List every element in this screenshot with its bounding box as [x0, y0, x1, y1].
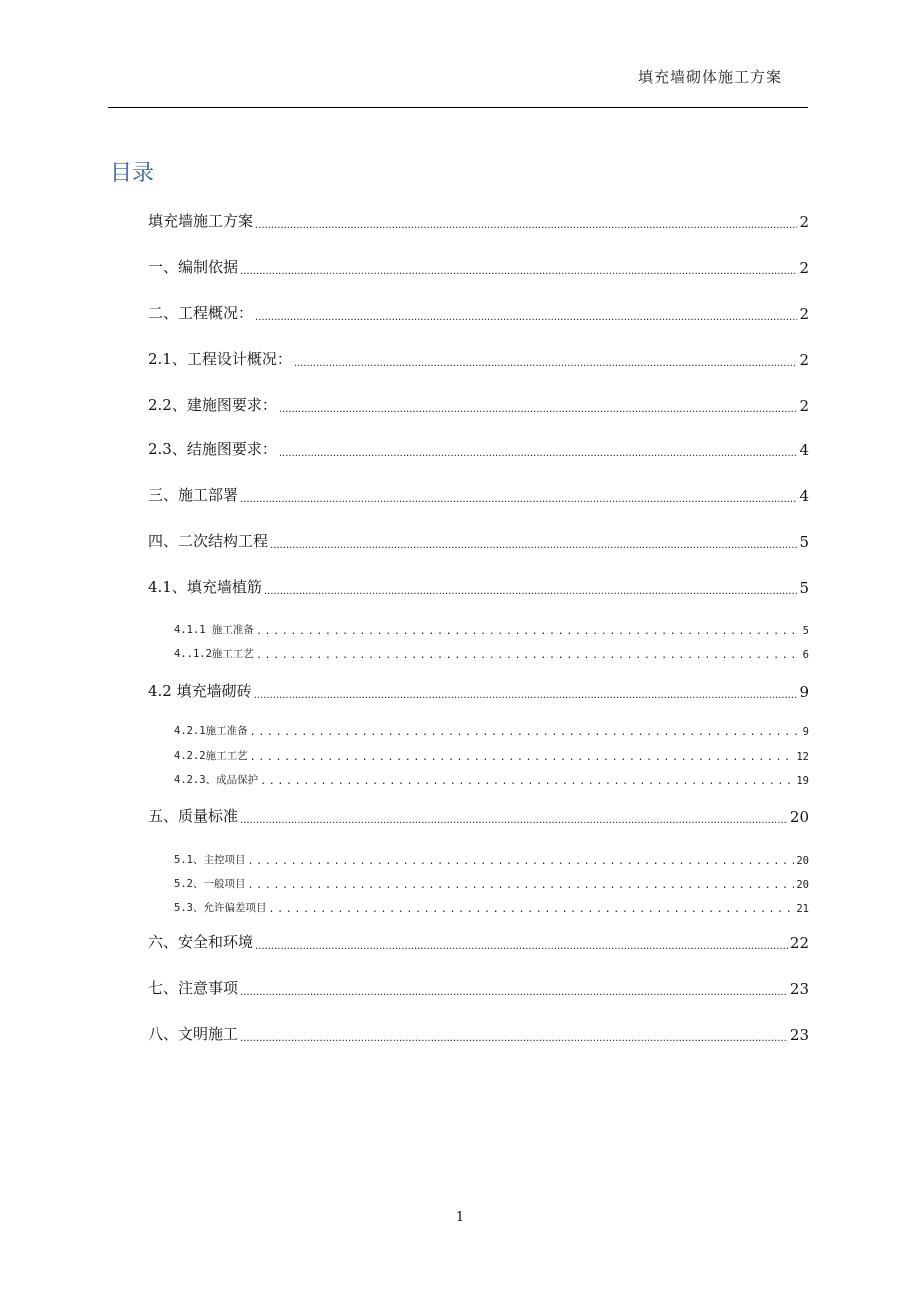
- toc-dot-leader: [255, 313, 797, 323]
- toc-entry[interactable]: [148, 681, 809, 701]
- toc-entry-label: 五、质量标准: [148, 807, 239, 825]
- toc-entry-label: 4.2.2施工工艺: [174, 750, 248, 762]
- toc-entry-page: 5: [802, 625, 809, 637]
- toc-entry[interactable]: [174, 871, 809, 891]
- toc-entry-label: 5.2、一般项目: [174, 878, 246, 890]
- toc-entry-page: 9: [802, 726, 809, 738]
- toc-dot-leader: [250, 728, 801, 738]
- toc-dot-leader: [264, 587, 798, 597]
- toc-entry-label: 三、施工部署: [148, 486, 239, 504]
- toc-dot-leader: [256, 627, 801, 637]
- toc-dot-leader: [240, 267, 797, 277]
- toc-entry[interactable]: [148, 531, 809, 551]
- toc-dot-leader: [255, 221, 797, 231]
- toc-entry[interactable]: [174, 617, 809, 637]
- toc-entry-label: 八、文明施工: [148, 1025, 239, 1043]
- toc-entry[interactable]: [174, 718, 809, 738]
- toc-dot-leader: [270, 541, 797, 551]
- toc-entry[interactable]: [174, 743, 809, 763]
- toc-entry-page: 12: [796, 751, 809, 763]
- toc-entry-page: 4: [799, 487, 809, 505]
- header-rule: [108, 107, 808, 108]
- toc-entry-page: 9: [799, 683, 809, 701]
- toc-entry-label: 四、二次结构工程: [148, 532, 269, 550]
- page-number: 1: [455, 1210, 465, 1225]
- toc-entry-label: 5.3、允许偏差项目: [174, 902, 267, 914]
- toc-entry[interactable]: [174, 895, 809, 915]
- toc-entry-page: 2: [799, 351, 809, 369]
- toc-dot-leader: [240, 495, 797, 505]
- toc-entry-page: 20: [789, 808, 809, 826]
- toc-entry[interactable]: [148, 485, 809, 505]
- toc-entry-label: 4.1、填充墙植筋: [148, 578, 262, 596]
- toc-dot-leader: [279, 449, 798, 459]
- toc-entry-label: 4.2 填充墙砌砖: [148, 682, 252, 700]
- toc-entry-page: 2: [799, 305, 809, 323]
- toc-dot-leader: [255, 942, 788, 952]
- toc-entry[interactable]: [148, 806, 809, 826]
- toc-entry[interactable]: [148, 211, 809, 231]
- toc-entry[interactable]: [174, 767, 809, 787]
- toc-entry[interactable]: [148, 1024, 809, 1044]
- toc-entry-label: 4.2.1施工准备: [174, 725, 248, 737]
- toc-entry[interactable]: [148, 577, 809, 597]
- toc-dot-leader: [268, 905, 794, 915]
- toc-entry-label: 4.1.1 施工准备: [174, 624, 254, 636]
- toc-entry[interactable]: [148, 303, 809, 323]
- toc-entry-label: 5.1、主控项目: [174, 854, 246, 866]
- toc-dot-leader: [254, 691, 798, 701]
- toc-entry-page: 4: [799, 441, 809, 459]
- toc-entry-page: 2: [799, 213, 809, 231]
- toc-entry-page: 20: [796, 855, 809, 867]
- toc-entry-label: 六、安全和环境: [148, 933, 254, 951]
- toc-entry[interactable]: [174, 641, 809, 661]
- toc-entry-page: 23: [789, 1026, 809, 1044]
- toc-entry-page: 2: [799, 397, 809, 415]
- toc-entry-page: 2: [799, 259, 809, 277]
- toc-dot-leader: [247, 857, 794, 867]
- toc-dot-leader: [250, 753, 795, 763]
- toc-entry-page: 21: [796, 903, 809, 915]
- toc-entry[interactable]: [148, 978, 809, 998]
- toc-entry-page: 20: [796, 879, 809, 891]
- toc-entry[interactable]: [148, 395, 809, 415]
- toc-entry[interactable]: [174, 847, 809, 867]
- toc-entry-label: 2.2、建施图要求：: [148, 396, 277, 414]
- toc-entry-label: 填充墙施工方案: [148, 212, 254, 230]
- toc-entry-label: 4.2.3、成品保护: [174, 774, 259, 786]
- toc-dot-leader: [279, 405, 798, 415]
- toc-dot-leader: [240, 1034, 788, 1044]
- toc-entry-label: 七、注意事项: [148, 979, 239, 997]
- toc-dot-leader: [240, 988, 788, 998]
- toc-entry[interactable]: [148, 932, 809, 952]
- toc-entry-label: 二、工程概况：: [148, 304, 254, 322]
- toc-entry-page: 6: [802, 649, 809, 661]
- toc-dot-leader: [260, 777, 794, 787]
- toc-entry-page: 22: [789, 934, 809, 952]
- toc-entry[interactable]: [148, 349, 809, 369]
- toc-heading: 目录: [110, 161, 155, 186]
- toc-dot-leader: [256, 651, 801, 661]
- toc-entry-page: 5: [799, 579, 809, 597]
- toc-entry-label: 一、编制依据: [148, 258, 239, 276]
- toc-entry-label: 2.3、结施图要求：: [148, 440, 277, 458]
- toc-entry-page: 19: [796, 775, 809, 787]
- toc-entry-label: 2.1、工程设计概况：: [148, 350, 292, 368]
- toc-dot-leader: [240, 816, 788, 826]
- toc-entry[interactable]: [148, 257, 809, 277]
- toc-entry-label: 4..1.2施工工艺: [174, 648, 254, 660]
- toc-dot-leader: [247, 881, 794, 891]
- toc-entry-page: 5: [799, 533, 809, 551]
- running-header-title: 填充墙砌体施工方案: [637, 68, 782, 86]
- toc-entry[interactable]: [148, 439, 809, 459]
- toc-entry-page: 23: [789, 980, 809, 998]
- toc-dot-leader: [294, 359, 798, 369]
